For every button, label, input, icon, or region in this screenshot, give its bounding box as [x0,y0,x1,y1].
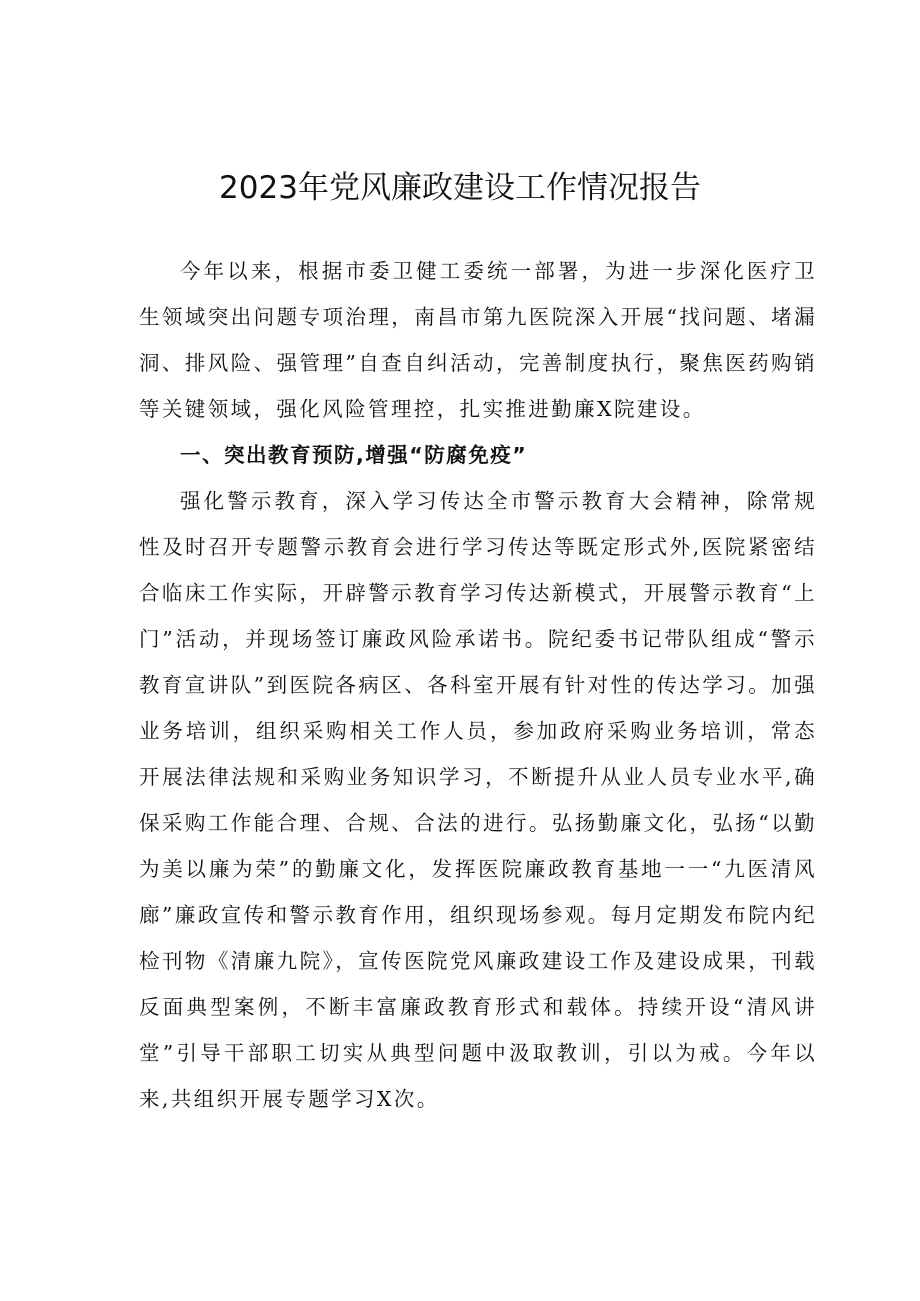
intro-paragraph: 今年以来，根据市委卫健工委统一部署，为进一步深化医疗卫生领域突出问题专项治理，南昌市第九医院深入开展“找问题、堵漏洞、排风险、强管理”自查自纠活动，完善制度执行，聚焦医药购销等关键领域，强化风险管理控，扎实推进勤廉X院建设。 [139,259,817,421]
document-body [139,248,817,1122]
section-paragraph: 强化警示教育，深入学习传达全市警示教育大会精神，除常规性及时召开专题警示教育会进行学习传达等既定形式外,医院紧密结合临床工作实际，开辟警示教育学习传达新模式，开展警示教育“上门”活动，并现场签订廉政风险承诺书。院纪委书记带队组成“警示教育宣讲队”到医院各病区、各科室开展有针对性的传达学习。加强业务培训，组织采购相关工作人员，参加政府采购业务培训，常态开展法律法规和采购业务知识学习，不断提升从业人员专业水平,确保采购工作能合理、合规、合法的进行。弘扬勤廉文化，弘扬“以勤为美以廉为荣”的勤廉文化，发挥医院廉政教育基地一一“九医清风廊”廉政宣传和警示教育作用，组织现场参观。每月定期发布院内纪检刊物《清廉九院》，宣传医院党风廉政建设工作及建设成果，刊载反面典型案例，不断丰富廉政教育形式和载体。持续开设“清风讲堂”引导干部职工切实从典型问题中汲取教训，引以为戒。今年以来,共组织开展专题学习X次。 [139,489,817,1111]
document-title: 2023年党风廉政建设工作情况报告 [219,170,701,206]
section-heading: 一、突出教育预防,增强“防腐免疫” [180,443,528,467]
